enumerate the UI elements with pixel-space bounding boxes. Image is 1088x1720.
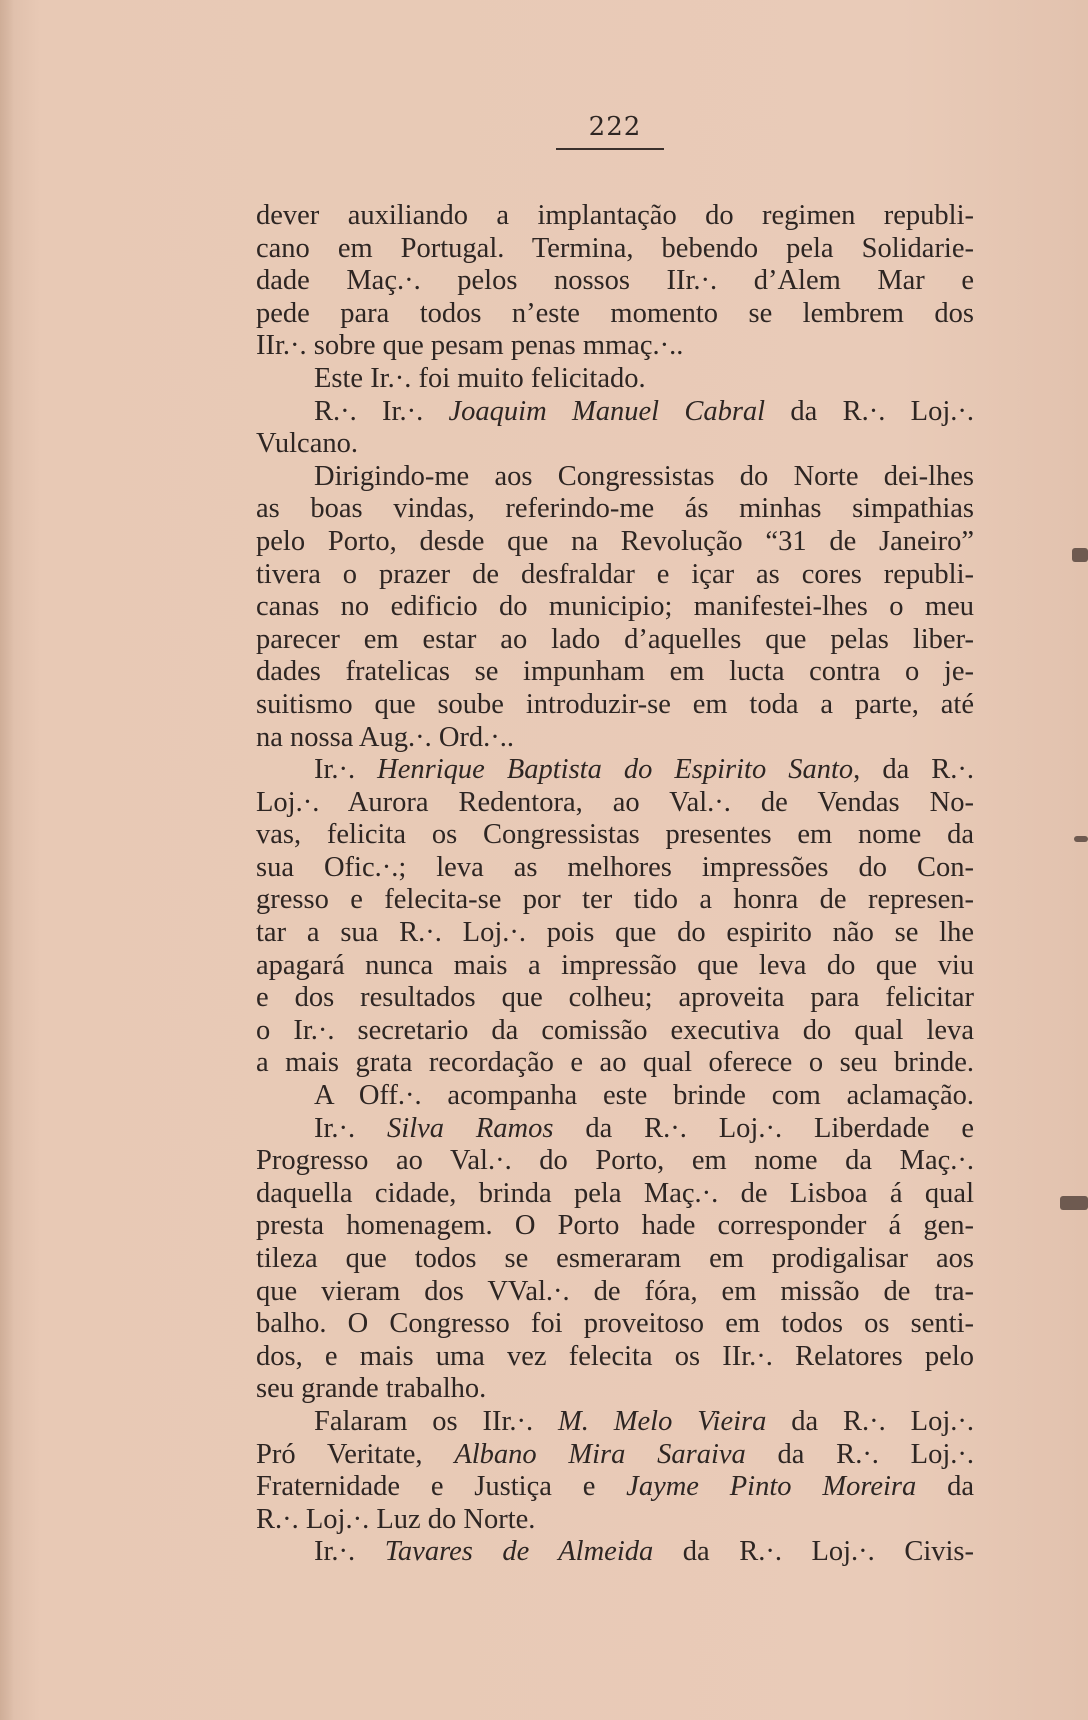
- text-span: da R.·. Loj.·.: [766, 1405, 974, 1437]
- margin-artifact: [1072, 548, 1088, 562]
- text-line: as boas vindas, referindo-me ás minhas simpathias: [256, 493, 974, 525]
- text-line: presta homenagem. O Porto hade corresponder á gen-: [256, 1210, 974, 1242]
- text-line: tivera o prazer de desfraldar e içar as cores republi-: [256, 558, 974, 590]
- italic-name: Henrique Baptista do Espirito Santo: [377, 754, 854, 786]
- text-line: vas, felicita os Congressistas presentes em nome da: [256, 819, 974, 851]
- text-line: Este Ir.·. foi muito felicitado.: [314, 362, 646, 394]
- text-span: R.·. Ir.·.: [314, 395, 449, 427]
- text-line: IIr.·. sobre que pesam penas mmaç.·..: [256, 330, 684, 362]
- margin-artifact: [1060, 1196, 1088, 1210]
- text-line: daquella cidade, brinda pela Maç.·. de Lisboa á qual: [256, 1177, 974, 1209]
- text-line: canas no edificio do municipio; manifestei-lhes o meu: [256, 591, 974, 623]
- text-span: , da R.·.: [853, 754, 974, 786]
- text-line: Vulcano.: [256, 428, 358, 460]
- text-line: e dos resultados que colheu; aproveita para felicitar: [256, 982, 974, 1014]
- text-line: [256, 1471, 974, 1504]
- text-line: Loj.·. Aurora Redentora, ao Val.·. de Vendas No-: [256, 786, 974, 818]
- page-spine-shadow: [0, 0, 14, 1720]
- text-span: da R.·. Loj.·. Civis-: [653, 1536, 974, 1568]
- text-line: apagará nunca mais a impressão que leva do que viu: [256, 949, 974, 981]
- text-line: que vieram dos VVal.·. de fóra, em missão de tra-: [256, 1275, 974, 1307]
- text-line: dever auxiliando a implantação do regimen republi-: [256, 200, 974, 231]
- text-line: dade Maç.·. pelos nossos IIr.·. d’Alem Mar e: [256, 265, 974, 297]
- body-text: [256, 200, 974, 1569]
- text-line: cano em Portugal. Termina, bebendo pela Solidarie-: [256, 232, 974, 264]
- page-number-rule: [556, 148, 664, 150]
- text-span: da R.·. Loj.·. Liberdade e: [553, 1112, 974, 1144]
- text-line: a mais grata recordação e ao qual oferece o seu brinde.: [256, 1047, 974, 1079]
- italic-name: M. Melo Vieira: [558, 1405, 767, 1437]
- text-line: tar a sua R.·. Loj.·. pois que do espirito não se lhe: [256, 917, 974, 949]
- text-line: [256, 1439, 974, 1472]
- text-line: [256, 754, 974, 787]
- text-line: [256, 1113, 974, 1146]
- text-line: tileza que todos se esmeraram em prodigalisar aos: [256, 1243, 974, 1274]
- text-line: A Off.·. acompanha este brinde com aclamação.: [314, 1080, 974, 1112]
- text-span: Pró Veritate,: [256, 1438, 455, 1470]
- text-line: Dirigindo-me aos Congressistas do Norte dei-lhes: [314, 460, 974, 492]
- text-line: [256, 1536, 974, 1569]
- text-line: o Ir.·. secretario da comissão executiva do qual leva: [256, 1014, 974, 1046]
- text-line: na nossa Aug.·. Ord.·..: [256, 721, 515, 753]
- text-span: Ir.·.: [314, 1536, 385, 1568]
- text-line: pede para todos n’este momento se lembrem dos: [256, 297, 974, 329]
- text-line: balho. O Congresso foi proveitoso em todos os senti-: [256, 1308, 974, 1340]
- italic-name: Joaquim Manuel Cabral: [448, 395, 766, 427]
- italic-name: Silva Ramos: [387, 1112, 554, 1144]
- text-line: dades fratelicas se impunham em lucta contra o je-: [256, 656, 974, 688]
- text-line: R.·. Loj.·. Luz do Norte.: [256, 1503, 536, 1535]
- italic-name: Jayme Pinto Moreira: [626, 1471, 917, 1503]
- text-line: [256, 1406, 974, 1439]
- margin-artifact: [1074, 836, 1088, 842]
- text-span: da: [916, 1471, 975, 1503]
- italic-name: Tavares de Almeida: [384, 1536, 654, 1568]
- text-span: Ir.·.: [314, 1112, 388, 1144]
- text-line: suitismo que soube introduzir-se em toda a parte, até: [256, 688, 974, 720]
- text-line: dos, e mais uma vez felecita os IIr.·. Relatores pelo: [256, 1340, 974, 1372]
- text-line: gresso e felecita-se por ter tido a honra de represen-: [256, 884, 974, 916]
- text-span: Fraternidade e Justiça e: [256, 1471, 627, 1503]
- text-line: Progresso ao Val.·. do Porto, em nome da Maç.·.: [256, 1145, 974, 1177]
- italic-name: Albano Mira Saraiva: [454, 1438, 746, 1470]
- text-line: sua Ofic.·.; leva as melhores impressões do Con-: [256, 851, 974, 883]
- text-span: Ir.·.: [314, 754, 378, 786]
- text-line: seu grande trabalho.: [256, 1373, 487, 1405]
- text-line: [256, 396, 974, 429]
- text-line: pelo Porto, desde que na Revolução “31 de Janeiro”: [256, 525, 974, 557]
- page-number: 222: [588, 112, 642, 142]
- text-line: parecer em estar ao lado d’aquelles que pelas liber-: [256, 623, 974, 655]
- text-span: da R.·. Loj.·.: [745, 1438, 974, 1470]
- text-span: da R.·. Loj.·.: [765, 395, 974, 427]
- text-span: Falaram os IIr.·.: [314, 1405, 559, 1437]
